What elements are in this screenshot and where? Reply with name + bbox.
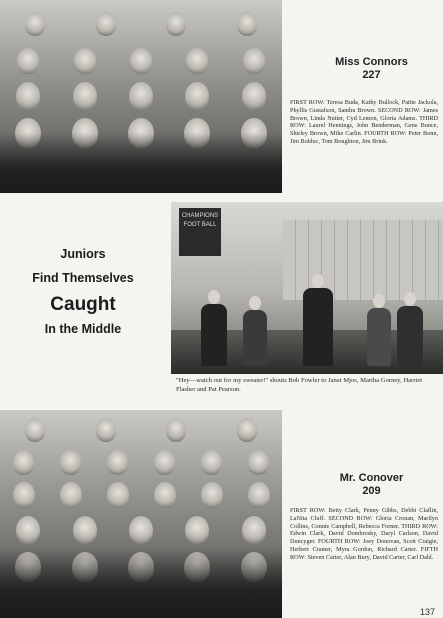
room-number: 209 — [362, 485, 381, 497]
roster-conover: FIRST ROW: Betty Clark, Penny Gibbs, Debbi Claflin, LaNita Cluff. SECOND ROW: Gloria Cronan, Marilyn Collins, Connie Campbell, Rebecca Forner. THIRD ROW: Edwin Clark, David Dombrosky, Daryl Carlson, David Duncyger. FOURTH ROW: Joey Donovan, Scott Craigie, Herbert Cramer, Myra Gordon, Richard Carter. FIFTH ROW: Steven Carter, Alan Bury, David Carter, Carl Dahl. — [290, 507, 438, 561]
page-number: 137 — [420, 607, 436, 617]
teacher-name: Miss Connors — [335, 56, 408, 68]
student-figure — [201, 304, 227, 366]
student-figure — [367, 308, 391, 366]
headline-line-4: In the Middle — [44, 322, 122, 336]
headline-line-2: Find Themselves — [32, 271, 134, 285]
champions-banner: CHAMPIONS FOOT BALL — [179, 208, 221, 256]
teacher-heading-connors — [300, 56, 443, 82]
teacher-heading-conover — [300, 472, 443, 498]
class-photo-conover — [0, 410, 282, 618]
room-number: 227 — [362, 69, 381, 81]
student-figure — [243, 310, 267, 366]
headline-line-1: Juniors — [60, 247, 106, 261]
student-figure — [303, 288, 333, 366]
class-photo-connors — [0, 0, 282, 193]
headline-line-3: Caught — [50, 294, 116, 315]
roster-connors: FIRST ROW: Teresa Buda, Kathy Bullock, Pattie Jackola, Phyllis Gustafson, Sandra Brown. SECOND ROW: James Brown, Linda Nutter, Cyd Lemon, Gloria Adams. THIRD ROW: Laurel Hennings, John Benderman, Gene Bunce, Shirley Brown, Mike Carlin. FOURTH ROW: Peter Bonn, Jim Bolduc, Tom Boughton, Jim Brink. — [290, 99, 438, 145]
teacher-name: Mr. Conover — [339, 472, 404, 484]
feature-photo-hallway — [171, 202, 443, 374]
student-figure — [397, 306, 423, 366]
photo-caption: "Hey—watch out for my sweater!" shouts Bob Fowler to Janet Mjos, Martha Gorney, Harriet Flasher and Pat Pearson. — [176, 377, 423, 393]
